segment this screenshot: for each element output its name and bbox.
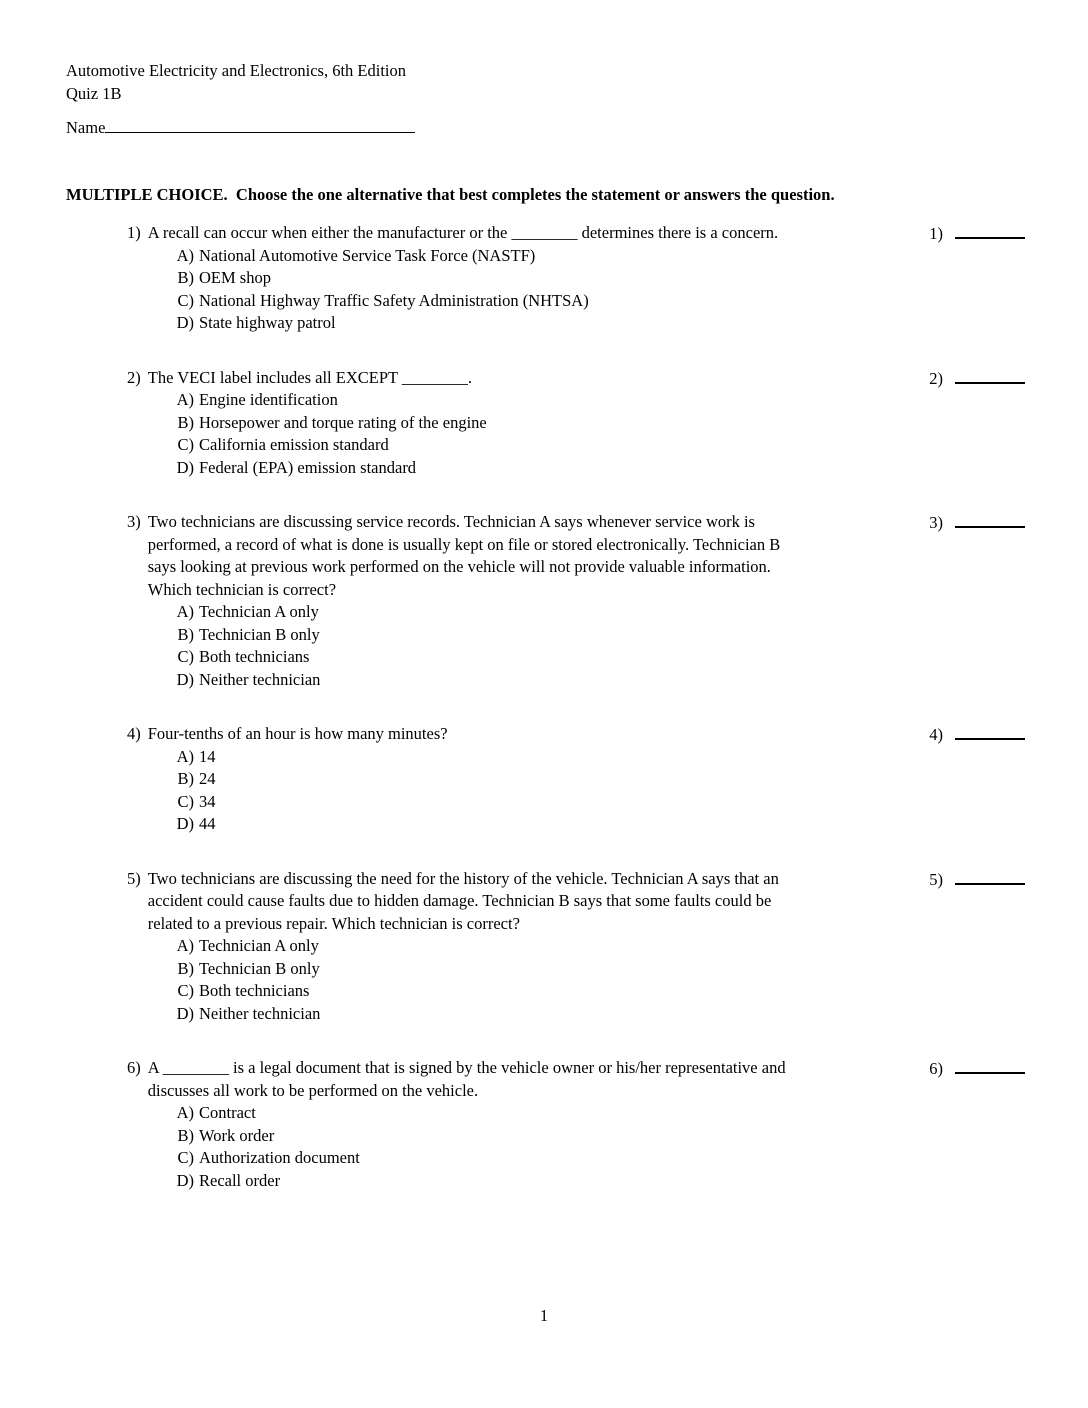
answer-option	[170, 267, 907, 290]
answer-option	[170, 791, 907, 814]
option-letter: C)	[177, 647, 194, 666]
option-text: National Automotive Service Task Force (NASTF)	[199, 245, 536, 265]
question-text	[148, 511, 907, 601]
answer-area	[929, 511, 1025, 535]
answer-option	[170, 935, 907, 958]
answer-option	[170, 601, 907, 624]
option-text: 34	[199, 791, 216, 811]
answer-option	[170, 290, 907, 313]
option-letter: C)	[177, 791, 194, 811]
options	[170, 935, 907, 1025]
answer-option	[170, 1170, 907, 1193]
option-text: Engine identification	[199, 390, 338, 409]
answer-area	[929, 222, 1025, 246]
document-subtitle: Quiz 1B	[66, 83, 122, 103]
option-letter: A)	[176, 245, 194, 265]
document-header	[66, 60, 406, 105]
question-body	[127, 511, 907, 691]
answer-option	[170, 1102, 907, 1125]
question-number: 6)	[127, 1058, 141, 1077]
option-letter: D)	[176, 313, 194, 332]
question-body	[127, 723, 907, 836]
answer-option	[170, 1003, 907, 1026]
question-body	[127, 868, 907, 1026]
option-text: Technician B only	[199, 958, 320, 978]
question-body	[127, 367, 907, 480]
question-number: 2)	[127, 367, 141, 387]
option-text: State highway patrol	[199, 313, 336, 332]
option-letter: B)	[177, 958, 194, 978]
question-text-line: accident could cause faults due to hidden damage. Technician B says that some faults could be	[147, 891, 772, 910]
answer-blank-field[interactable]	[955, 222, 1025, 239]
question-text	[148, 868, 907, 936]
answer-option	[170, 813, 907, 836]
option-text: Federal (EPA) emission standard	[199, 457, 417, 477]
option-letter: A)	[176, 602, 194, 621]
question-text-line: Two technicians are discussing the need for the history of the vehicle. Technician A says that an	[147, 868, 779, 888]
question-text-line: Four-tenths of an hour is how many minutes?	[147, 724, 448, 743]
options	[170, 746, 907, 836]
option-letter: D)	[176, 1170, 194, 1190]
question-text	[148, 222, 907, 245]
option-text: Technician B only	[199, 624, 320, 644]
question-text-line: performed, a record of what is done is usually kept on file or stored electronically. Technician B	[147, 534, 781, 554]
options	[170, 1102, 907, 1192]
answer-number: 5)	[929, 869, 943, 889]
answer-area	[929, 868, 1025, 892]
answer-option	[170, 646, 907, 669]
answer-option	[170, 245, 907, 268]
option-text: Both technicians	[199, 647, 310, 666]
option-letter: D)	[176, 669, 194, 689]
option-text: 14	[199, 746, 216, 766]
answer-option	[170, 434, 907, 457]
answer-option	[170, 624, 907, 647]
option-letter: B)	[177, 1125, 194, 1145]
answer-option	[170, 389, 907, 412]
answer-area	[929, 723, 1025, 747]
answer-blank-field[interactable]	[955, 367, 1025, 384]
answer-number: 4)	[929, 725, 943, 744]
option-letter: D)	[176, 1003, 194, 1023]
question-text	[148, 367, 907, 390]
question-body	[127, 222, 907, 335]
name-label: Name	[66, 118, 106, 137]
option-text: National Highway Traffic Safety Administration (NHTSA)	[199, 290, 589, 310]
answer-blank-field[interactable]	[955, 511, 1025, 528]
question-text-line: Which technician is correct?	[147, 579, 337, 599]
question-4	[127, 723, 1025, 836]
question-text-line: The VECI label includes all EXCEPT ________.	[147, 367, 473, 387]
option-letter: B)	[177, 412, 194, 432]
option-text: Technician A only	[199, 936, 319, 955]
document-title: Automotive Electricity and Electronics, 6th Edition	[66, 61, 406, 80]
option-letter: C)	[177, 1148, 194, 1167]
option-text: California emission standard	[199, 435, 389, 454]
option-text: Authorization document	[199, 1148, 360, 1167]
option-text: Horsepower and torque rating of the engine	[199, 412, 487, 432]
question-text-line: discusses all work to be performed on the vehicle.	[147, 1080, 479, 1100]
question-number: 3)	[127, 512, 141, 531]
page-number: 1	[539, 1306, 549, 1325]
question-text-line: related to a previous repair. Which technician is correct?	[147, 913, 520, 933]
option-text: Both technicians	[199, 981, 310, 1000]
answer-option	[170, 457, 907, 480]
answer-number: 3)	[929, 513, 943, 532]
question-text	[148, 1057, 907, 1102]
option-letter: C)	[177, 981, 194, 1000]
option-text: Technician A only	[199, 602, 319, 621]
option-letter: B)	[177, 624, 194, 644]
option-letter: D)	[176, 814, 194, 833]
question-6	[127, 1057, 1025, 1192]
answer-blank-field[interactable]	[955, 723, 1025, 740]
options	[170, 601, 907, 691]
question-number: 5)	[127, 868, 141, 888]
answer-option	[170, 312, 907, 335]
answer-area	[929, 1057, 1025, 1081]
question-list	[127, 222, 1025, 1224]
question-5	[127, 868, 1025, 1026]
option-text: 44	[199, 814, 216, 833]
answer-option	[170, 1125, 907, 1148]
question-text-line: says looking at previous work performed on the vehicle will not provide valuable information.	[147, 557, 771, 576]
question-2	[127, 367, 1025, 480]
option-letter: C)	[177, 435, 194, 454]
question-text-line: A ________ is a legal document that is signed by the vehicle owner or his/her representative and	[147, 1058, 786, 1077]
answer-number: 1)	[929, 224, 943, 243]
option-letter: A)	[176, 390, 194, 409]
instructions-heading: MULTIPLE CHOICE. Choose the one alternative that best completes the statement or answers the question.	[66, 185, 835, 204]
answer-option	[170, 980, 907, 1003]
option-text: Neither technician	[199, 669, 321, 689]
answer-option	[170, 1147, 907, 1170]
option-text: Work order	[199, 1125, 275, 1145]
answer-number: 2)	[929, 368, 943, 388]
question-body	[127, 1057, 907, 1192]
answer-number: 6)	[929, 1059, 943, 1078]
options	[170, 245, 907, 335]
option-letter: B)	[177, 268, 194, 287]
option-letter: A)	[176, 936, 194, 955]
question-number: 4)	[127, 724, 141, 743]
answer-option	[170, 412, 907, 435]
name-row	[66, 117, 415, 140]
answer-area	[929, 367, 1025, 391]
option-letter: A)	[176, 1103, 194, 1122]
answer-option	[170, 768, 907, 791]
option-letter: D)	[176, 457, 194, 477]
option-text: Contract	[199, 1103, 256, 1122]
answer-blank-field[interactable]	[955, 1057, 1025, 1074]
option-text: Neither technician	[199, 1003, 321, 1023]
option-text: 24	[199, 769, 216, 788]
options	[170, 389, 907, 479]
question-1	[127, 222, 1025, 335]
question-3	[127, 511, 1025, 691]
question-text-line: Two technicians are discussing service records. Technician A says whenever service work is	[147, 512, 755, 531]
name-blank-field[interactable]	[105, 118, 415, 133]
option-letter: C)	[177, 290, 194, 310]
question-text-line: A recall can occur when either the manufacturer or the ________ determines there is a concern.	[147, 223, 779, 242]
option-text: Recall order	[199, 1170, 281, 1190]
answer-option	[170, 746, 907, 769]
answer-option	[170, 669, 907, 692]
option-letter: A)	[176, 746, 194, 766]
question-text	[148, 723, 907, 746]
option-text: OEM shop	[199, 268, 271, 287]
question-number: 1)	[127, 223, 141, 242]
option-letter: B)	[177, 769, 194, 788]
answer-option	[170, 958, 907, 981]
answer-blank-field[interactable]	[955, 868, 1025, 885]
